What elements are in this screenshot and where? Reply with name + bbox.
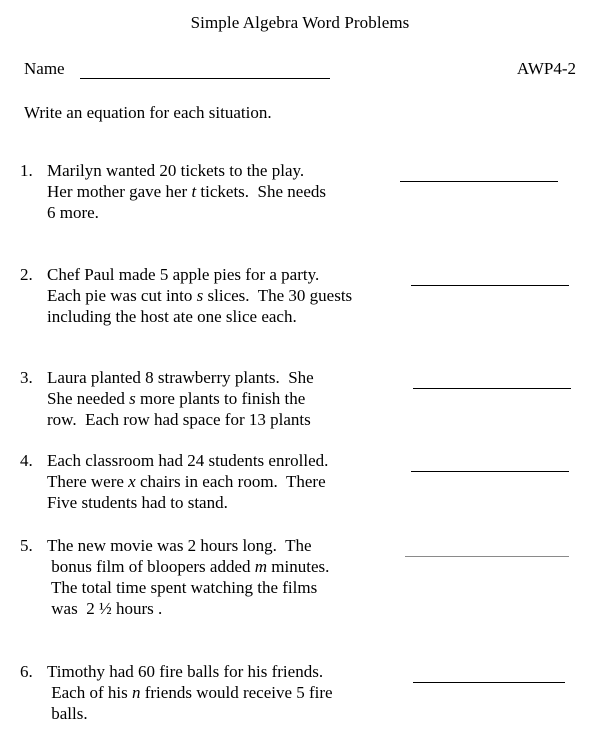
answer-line[interactable] bbox=[413, 682, 565, 683]
problem-1 bbox=[0, 160, 600, 223]
problem-text: Chef Paul made 5 apple pies for a party. Each pie was cut into s slices. The 30 guests including the host ate one slice each. bbox=[47, 265, 353, 326]
answer-line[interactable] bbox=[405, 556, 569, 557]
name-label: Name bbox=[24, 59, 65, 78]
problem-text: Marilyn wanted 20 tickets to the play. Her mother gave her t tickets. She needs 6 more. bbox=[47, 161, 327, 222]
problem-3 bbox=[0, 367, 600, 430]
problem-number: 3. bbox=[20, 368, 33, 387]
problem-text: Laura planted 8 strawberry plants. She She needed s more plants to finish the row. Each row had space for 13 plants bbox=[47, 368, 314, 429]
problem-5 bbox=[0, 535, 600, 619]
problem-6 bbox=[0, 661, 600, 724]
problem-number: 6. bbox=[20, 662, 33, 681]
problem-number: 1. bbox=[20, 161, 33, 180]
sheet-code: AWP4-2 bbox=[516, 59, 576, 78]
answer-line[interactable] bbox=[413, 388, 571, 389]
problem-2 bbox=[0, 264, 600, 327]
answer-line[interactable] bbox=[411, 285, 569, 286]
problem-number: 2. bbox=[20, 265, 33, 284]
problem-4 bbox=[0, 450, 600, 513]
variable-symbol: s bbox=[129, 389, 136, 408]
name-answer-line[interactable] bbox=[80, 78, 330, 79]
variable-symbol: n bbox=[131, 683, 141, 702]
problem-number: 4. bbox=[20, 451, 33, 470]
variable-symbol: t bbox=[191, 182, 197, 201]
problem-text: Timothy had 60 fire balls for his friends. Each of his n friends would receive 5 fire balls. bbox=[47, 662, 333, 723]
page-title: Simple Algebra Word Problems bbox=[190, 13, 410, 32]
problem-text: The new movie was 2 hours long. The bonus film of bloopers added m minutes. The total time spent watching the films was 2 ½ hours . bbox=[47, 536, 330, 618]
problem-text: Each classroom had 24 students enrolled. There were x chairs in each room. There Five students had to stand. bbox=[47, 451, 329, 512]
answer-line[interactable] bbox=[411, 471, 569, 472]
name-row bbox=[24, 58, 576, 82]
problem-list bbox=[0, 160, 600, 724]
answer-line[interactable] bbox=[400, 181, 558, 182]
variable-symbol: s bbox=[196, 286, 204, 305]
instructions: Write an equation for each situation. bbox=[24, 103, 272, 122]
variable-symbol: x bbox=[128, 472, 136, 491]
variable-symbol: m bbox=[254, 557, 268, 576]
problem-number: 5. bbox=[20, 536, 33, 555]
